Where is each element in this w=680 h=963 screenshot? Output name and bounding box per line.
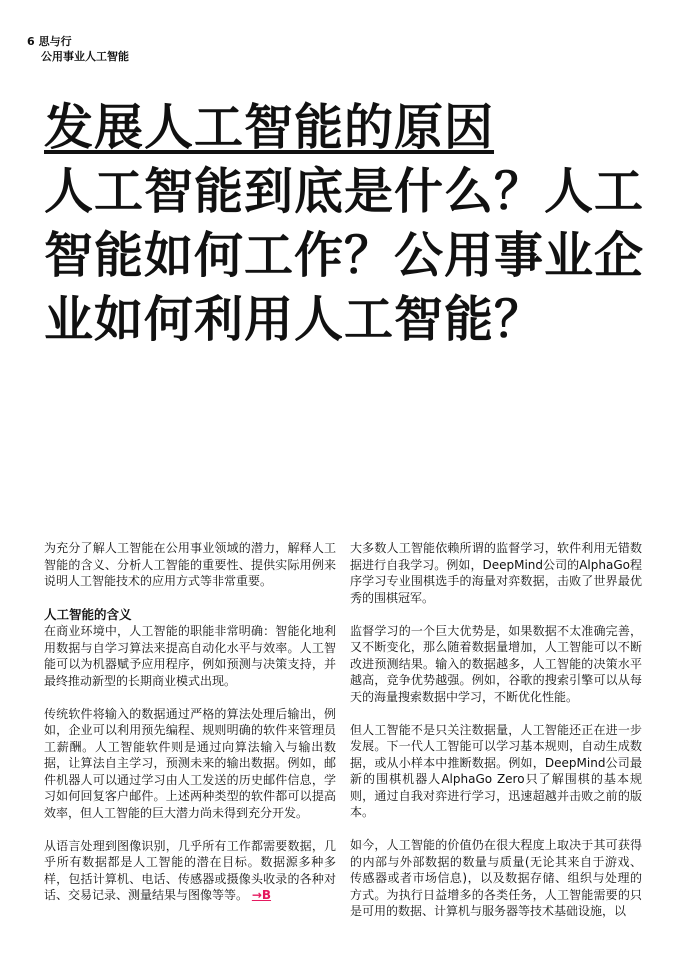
title-line-1: 发展人工智能的原因 — [44, 99, 495, 156]
header-line-1 — [27, 34, 129, 49]
body-paragraph: 监督学习的一个巨大优势是，如果数据不太准确完善，又不断变化，那么随着数据量增加，人工智能可以不断改进预测结果。输入的数据越多，人工智能的决策水平越高，竞争优势越强。例如，谷歌的搜索引擎可以从每天的海量搜索数据中学习，不断优化性能。 — [350, 623, 642, 704]
section-heading: 人工智能的含义 — [44, 607, 132, 622]
title-rest: 人工智能到底是什么？人工智能如何工作？公用事业企业如何利用人工智能？ — [44, 163, 645, 348]
publication-name: 思与行 — [38, 35, 72, 48]
right-column — [350, 540, 642, 936]
body-paragraph: 但人工智能不是只关注数据量，人工智能还正在进一步发展。下一代人工智能可以学习基本规则，自动生成数据，或从小样本中推断数据。例如，DeepMind公司最新的围棋机器人AlphaGo Zero只了解围棋的基本规则，通过自我对弈进行学习，迅速超越并击败之前的版本。 — [350, 722, 642, 819]
body-paragraph-with-link — [44, 838, 336, 904]
page-number: 6 — [27, 35, 35, 48]
intro-paragraph: 为充分了解人工智能在公用事业领域的潜力，解释人工智能的含义、分析人工智能的重要性、提供实际用例来说明人工智能技术的应用方式等非常重要。 — [44, 541, 336, 588]
body-paragraph: 如今，人工智能的价值仍在很大程度上取决于其可获得的内部与外部数据的数量与质量(无论其来自于游戏、传感器或者市场信息)，以及数据存储、组织与处理的方式。为执行日益增多的各类任务，人工智能需要的只是可用的数据、计算机与服务器等技术基础设施，以 — [350, 838, 642, 918]
cross-reference-link[interactable]: →B — [251, 888, 272, 902]
body-paragraph: 大多数人工智能依赖所谓的监督学习，软件利用无错数据进行自我学习。例如，DeepMind公司的AlphaGo程序学习专业围棋选手的海量对弈数据，击败了世界最优秀的围棋冠军。 — [350, 541, 642, 605]
body-text: 从语言处理到图像识别，几乎所有工作都需要数据，几乎所有数据都是人工智能的潜在目标。数据源多种多样，包括计算机、电话、传感器或摄像头收录的各种对话、交易记录、测量结果与图像等等。 — [44, 838, 336, 902]
body-paragraph: 在商业环境中，人工智能的职能非常明确：智能化地利用数据与自学习算法来提高自动化水平与效率。人工智能可以为机器赋予应用程序，例如预测与决策支持，并最终推动新型的长期商业模式出现。 — [44, 624, 336, 688]
left-column — [44, 540, 336, 920]
page-title — [44, 96, 644, 352]
body-paragraph: 传统软件将输入的数据通过严格的算法处理后输出，例如，企业可以利用预先编程、规则明确的软件来管理员工薪酬。人工智能软件则是通过向算法输入与输出数据，让算法自主学习，预测未来的输出数据。例如，邮件机器人可以通过学习由人工发送的历史邮件信息，学习如何回复客户邮件。上述两种类型的软件都可以提高效率，但人工智能的巨大潜力尚未得到充分开发。 — [44, 706, 336, 820]
section-name: 公用事业人工智能 — [41, 50, 129, 63]
running-header — [27, 34, 129, 64]
